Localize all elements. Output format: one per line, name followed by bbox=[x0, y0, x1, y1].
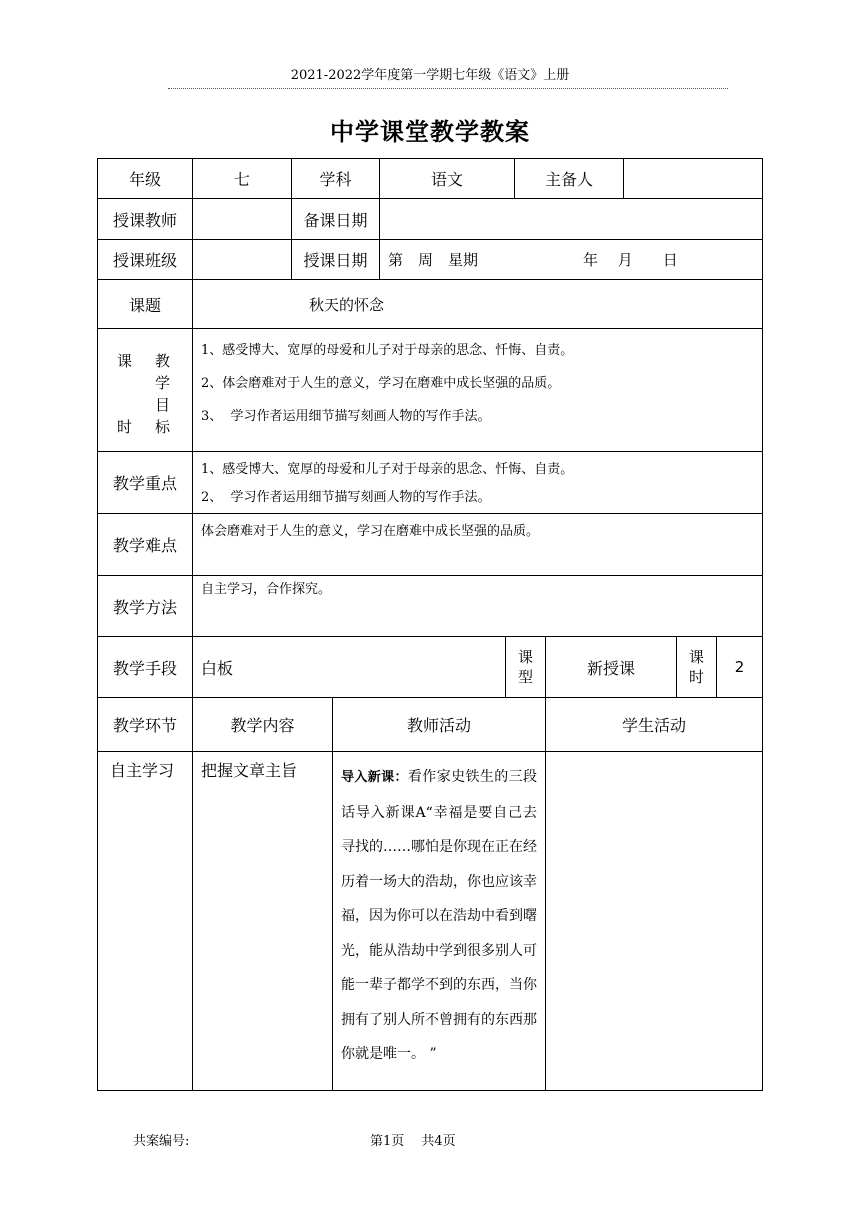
lesson-hours-label-1: 课 bbox=[688, 648, 704, 666]
lesson-hours-value[interactable]: 2 bbox=[716, 636, 763, 698]
header-divider bbox=[168, 88, 728, 89]
objective-item: 2、体会磨难对于人生的意义，学习在磨难中成长坚强的品质。 bbox=[201, 376, 561, 391]
topic-value[interactable]: 秋天的怀念 bbox=[192, 279, 763, 329]
class-label: 授课班级 bbox=[97, 239, 193, 280]
column-header-stage: 教学环节 bbox=[97, 697, 193, 752]
prep-date-value[interactable] bbox=[379, 198, 763, 240]
lesson-hours-label-2: 时 bbox=[688, 668, 704, 686]
objectives-label-char: 学 bbox=[155, 374, 171, 392]
grade-label: 年级 bbox=[97, 158, 193, 199]
objectives-label-char: 课 bbox=[117, 352, 133, 370]
objective-item: 3、 学习作者运用细节描写刻画人物的写作手法。 bbox=[201, 409, 491, 424]
difficulty-text: 体会磨难对于人生的意义，学习在磨难中成长坚强的品质。 bbox=[201, 524, 540, 539]
page-header: 2021-2022学年度第一学期七年级《语文》上册 bbox=[290, 68, 570, 83]
column-header-teacher-activity: 教师活动 bbox=[332, 697, 546, 752]
objectives-label-char: 标 bbox=[155, 418, 171, 436]
preparer-label: 主备人 bbox=[514, 158, 624, 199]
student-activity-cell bbox=[545, 751, 763, 1091]
objectives-label-char: 时 bbox=[117, 418, 133, 436]
lesson-type-label-2: 型 bbox=[517, 668, 533, 686]
lesson-type-label bbox=[505, 636, 546, 698]
objectives-label bbox=[97, 328, 193, 452]
method-label: 教学方法 bbox=[97, 575, 193, 637]
stage-cell: 自主学习 bbox=[97, 751, 193, 1091]
method-content bbox=[192, 575, 763, 637]
teacher-value[interactable] bbox=[192, 198, 292, 240]
lesson-type-label-1: 课 bbox=[517, 648, 533, 666]
method-text: 自主学习，合作探究。 bbox=[201, 582, 332, 597]
page-info: 第1页 共4页 bbox=[370, 1134, 456, 1149]
key-point-item: 1、感受博大、宽厚的母爱和儿子对于母亲的思念、忏悔、自责。 bbox=[201, 462, 574, 477]
teach-date-value[interactable]: 第 周 星期 年 月 日 bbox=[379, 239, 763, 280]
key-points-content bbox=[192, 451, 763, 514]
prep-date-label: 备课日期 bbox=[291, 198, 380, 240]
objectives-label-char: 教 bbox=[155, 352, 171, 370]
means-value[interactable]: 白板 bbox=[192, 636, 506, 698]
teacher-activity-cell bbox=[332, 751, 546, 1091]
difficulty-label: 教学难点 bbox=[97, 513, 193, 576]
class-value[interactable] bbox=[192, 239, 292, 280]
intro-heading: 导入新课： bbox=[341, 770, 408, 785]
document-title: 中学课堂教学教案 bbox=[330, 118, 530, 146]
teacher-label: 授课教师 bbox=[97, 198, 193, 240]
grade-value[interactable]: 七 bbox=[192, 158, 292, 199]
lesson-type-value[interactable]: 新授课 bbox=[545, 636, 677, 698]
case-number-label: 共案编号: bbox=[133, 1134, 190, 1149]
column-header-content: 教学内容 bbox=[192, 697, 333, 752]
teach-date-label: 授课日期 bbox=[291, 239, 380, 280]
key-point-item: 2、 学习作者运用细节描写刻画人物的写作手法。 bbox=[201, 490, 491, 505]
column-header-student-activity: 学生活动 bbox=[545, 697, 763, 752]
subject-label: 学科 bbox=[291, 158, 380, 199]
content-cell: 把握文章主旨 bbox=[192, 751, 333, 1091]
means-label: 教学手段 bbox=[97, 636, 193, 698]
objectives-label-char: 目 bbox=[155, 396, 171, 414]
key-points-label: 教学重点 bbox=[97, 451, 193, 514]
teacher-activity-text: 看作家史铁生的三段话导入新课A“幸福是要自己去寻找的……哪怕是你现在正在经历着一场大的浩劫，你也应该幸福，因为你可以在浩劫中看到曙光，能从浩劫中学到很多别人可能一辈子都学不到的东西，当你拥有了别人所不曾拥有的东西那你就是唯一。 ” bbox=[341, 769, 537, 1062]
lesson-hours-label bbox=[676, 636, 717, 698]
objectives-content bbox=[192, 328, 763, 452]
preparer-value[interactable] bbox=[623, 158, 763, 199]
subject-value[interactable]: 语文 bbox=[379, 158, 515, 199]
topic-label: 课题 bbox=[97, 279, 193, 329]
difficulty-content bbox=[192, 513, 763, 576]
objective-item: 1、感受博大、宽厚的母爱和儿子对于母亲的思念、忏悔、自责。 bbox=[201, 343, 574, 358]
